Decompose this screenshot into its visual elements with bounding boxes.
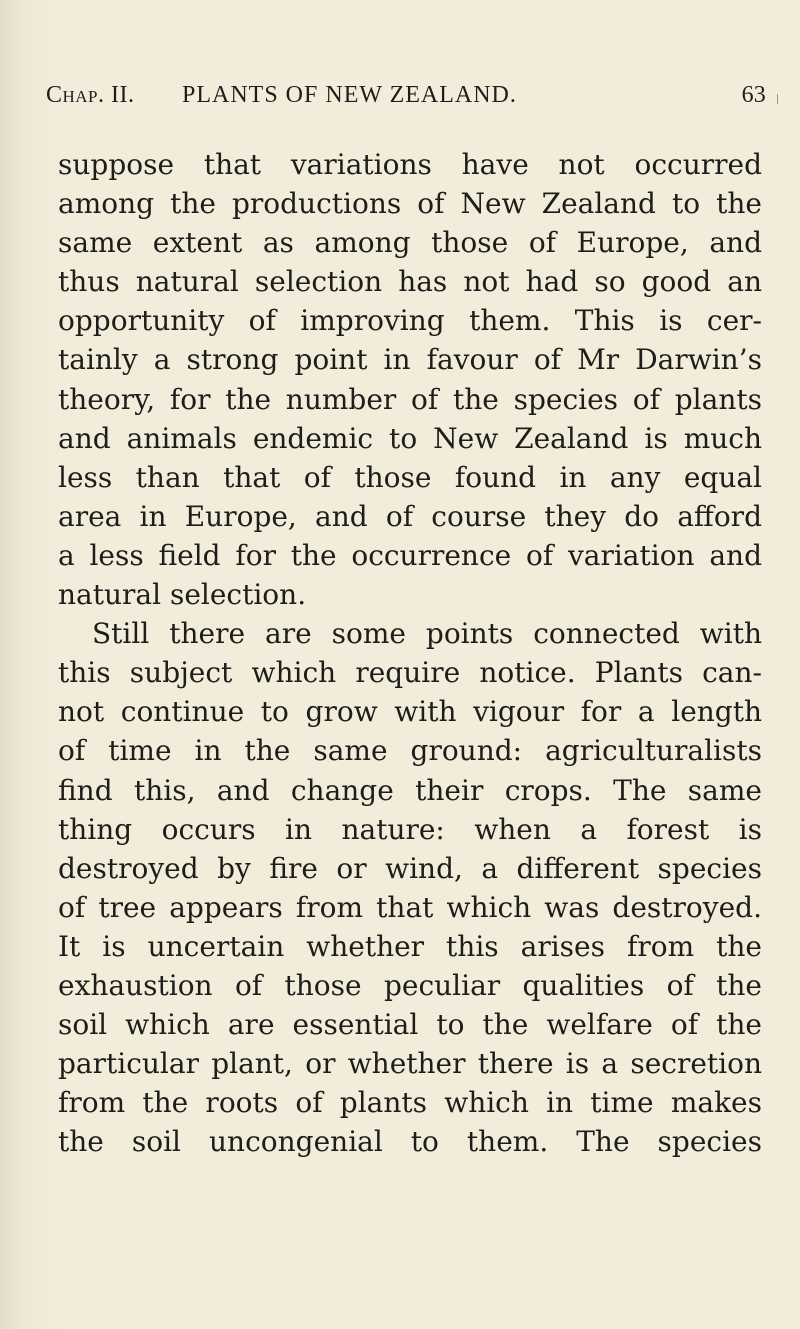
text-line-15: not continue to grow with vigour for a length — [58, 695, 762, 729]
text-line-2: among the productions of New Zealand to the — [58, 187, 762, 221]
text-line-10: area in Europe, and of course they do afford — [58, 499, 762, 533]
text-line-19: destroyed by fire or wind, a different species — [58, 851, 762, 885]
body-text — [58, 145, 762, 1161]
text-line-13: Still there are some points connected with — [92, 617, 762, 651]
page-edge-shadow — [0, 0, 24, 1329]
text-line-4: thus natural selection has not had so good an — [58, 265, 762, 299]
text-line-11: a less field for the occurrence of variation and — [58, 538, 762, 572]
page-edge-mark — [777, 94, 778, 104]
text-line-18: thing occurs in nature: when a forest is — [58, 812, 762, 846]
text-line-25: from the roots of plants which in time makes — [58, 1086, 762, 1120]
text-line-20: of tree appears from that which was destroyed. — [58, 890, 762, 924]
chapter-label: Chap. II. — [46, 82, 135, 108]
text-line-22: exhaustion of those peculiar qualities of the — [58, 968, 762, 1002]
text-line-3: same extent as among those of Europe, and — [58, 226, 762, 260]
running-title: PLANTS OF NEW ZEALAND. — [182, 82, 517, 108]
text-line-1: suppose that variations have not occurred — [58, 148, 762, 181]
text-line-8: and animals endemic to New Zealand is much — [58, 421, 762, 455]
text-line-5: opportunity of improving them. This is cer- — [58, 304, 762, 338]
text-line-7: theory, for the number of the species of plants — [58, 382, 762, 416]
text-line-24: particular plant, or whether there is a secretion — [58, 1047, 762, 1081]
text-line-17: find this, and change their crops. The same — [58, 773, 762, 807]
running-header — [46, 82, 766, 122]
text-line-6: tainly a strong point in favour of Mr Darwin’s — [58, 343, 762, 377]
page-number: 63 — [741, 82, 766, 108]
text-line-16: of time in the same ground: agriculturalists — [58, 734, 762, 768]
text-line-23: soil which are essential to the welfare of the — [58, 1008, 762, 1042]
text-line-12: natural selection. — [58, 578, 307, 612]
text-line-26: the soil uncongenial to them. The species — [58, 1125, 762, 1159]
text-line-9: less than that of those found in any equal — [58, 460, 762, 494]
text-line-14: this subject which require notice. Plants can- — [58, 656, 762, 690]
text-line-21: It is uncertain whether this arises from the — [58, 929, 762, 963]
